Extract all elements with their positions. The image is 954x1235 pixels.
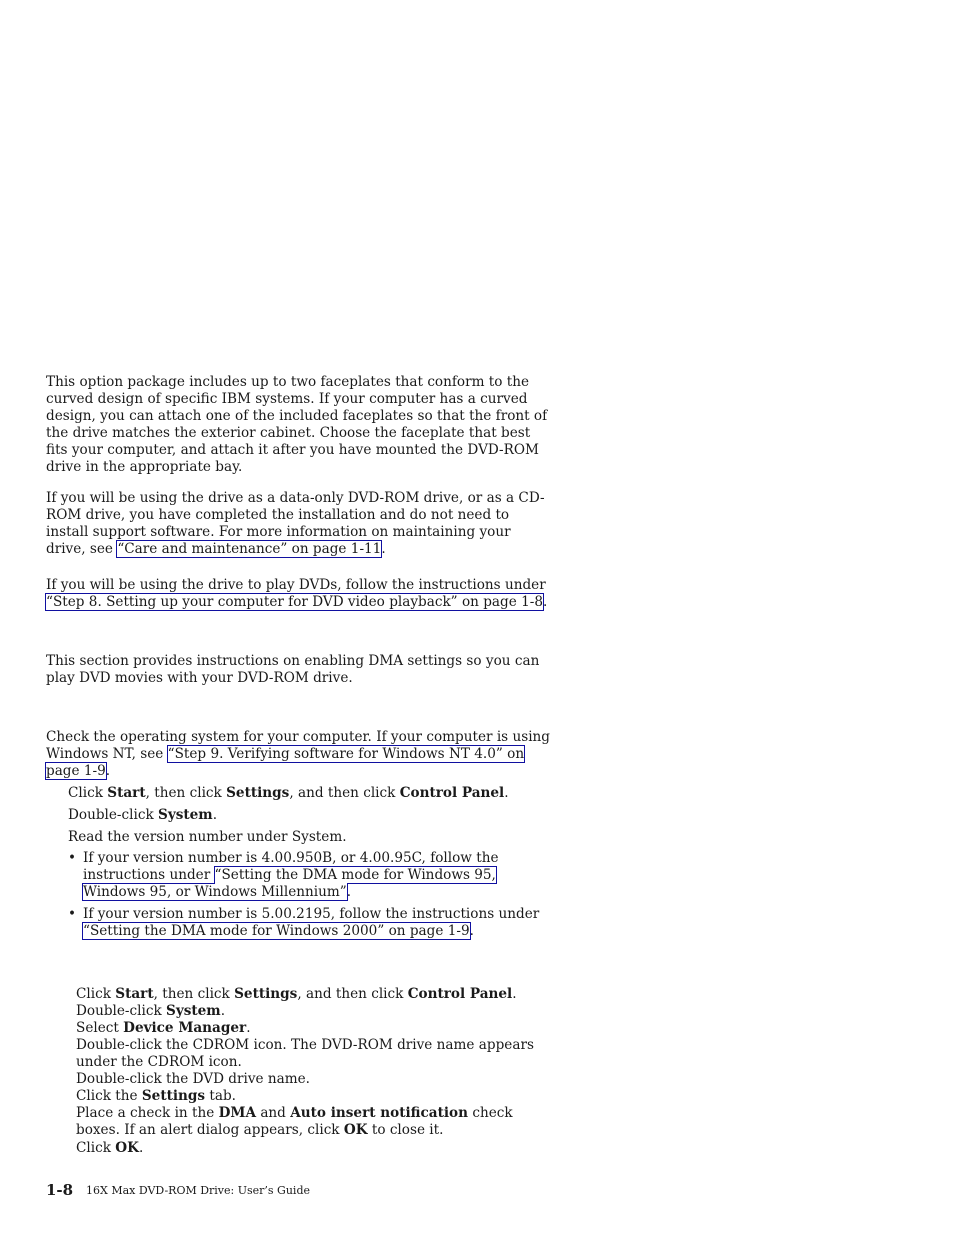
footer-title: 16X Max DVD-ROM Drive: User’s Guide bbox=[86, 1184, 311, 1197]
step9-link[interactable]: “Step 9. Verifying software for Windows NT 4.0” on page 1-9 bbox=[46, 746, 525, 779]
paragraph-text: If you will be using the drive to play DVDs, follow the instructions under bbox=[46, 577, 546, 593]
step8-link[interactable]: “Step 8. Setting up your computer for DVD video playback” on page 1-8 bbox=[46, 594, 543, 610]
step-read-version: Read the version number under System. bbox=[68, 829, 347, 845]
paragraph-text: Check the operating system for your computer. If your computer is using Windows NT, see bbox=[46, 729, 551, 762]
step2-double-click-dvd: Double-click the DVD drive name. bbox=[76, 1071, 310, 1087]
bullet-icon: • bbox=[68, 850, 77, 866]
data-only-paragraph bbox=[46, 490, 554, 558]
step2-double-click-system: Double-click System. bbox=[76, 1003, 226, 1019]
step2-double-click-cdrom: Double-click the CDROM icon. The DVD-ROM drive name appears under the CDROM icon. bbox=[76, 1037, 534, 1070]
step2-settings-tab: Click the Settings tab. bbox=[76, 1088, 237, 1104]
step2-check-dma: Place a check in the DMA and Auto insert notification check boxes. If an alert dialog appears, click OK to close it. bbox=[76, 1105, 513, 1138]
paragraph-end: . bbox=[381, 541, 386, 557]
page-number: 1-8 bbox=[46, 1181, 74, 1199]
paragraph-text: If you will be using the drive as a data-only DVD-ROM drive, or as a CD-ROM drive, you have completed the installation and do not need to install support software. For more information on maintaining your drive, see bbox=[46, 490, 545, 557]
step2-click-start: Click Start, then click Settings, and then click Control Panel. bbox=[76, 986, 517, 1002]
dma-intro-paragraph: This section provides instructions on enabling DMA settings so you can play DVD movies with your DVD-ROM drive. bbox=[46, 653, 540, 686]
dma-win95-link[interactable]: “Setting the DMA mode for Windows 95, Windows 95, or Windows Millennium” bbox=[83, 867, 496, 900]
dma-win2000-link[interactable]: “Setting the DMA mode for Windows 2000” on page 1-9 bbox=[83, 923, 470, 939]
care-maintenance-link[interactable]: “Care and maintenance” on page 1-11 bbox=[117, 541, 382, 557]
bullet-icon: • bbox=[68, 906, 77, 922]
step-double-click-system: Double-click System. bbox=[68, 807, 218, 823]
faceplate-paragraph: This option package includes up to two faceplates that conform to the curved design of specific IBM systems. If your computer has a curved design, you can attach one of the included faceplates so that the front of the drive matches the exterior cabinet. Choose the faceplate that best fits your computer, and attach it after you have mounted the DVD-ROM drive in the appropriate bay. bbox=[46, 374, 548, 475]
step2-click-ok: Click OK. bbox=[76, 1140, 144, 1156]
paragraph-end: . bbox=[105, 763, 111, 779]
bullet-item-win95: • If your version number is 4.00.950B, or 4.00.95C, follow the instructions under “Setting the DMA mode for Windows 95, Windows 95, or Windows Millennium”. bbox=[68, 850, 499, 900]
step2-select-device-manager: Select Device Manager. bbox=[76, 1020, 251, 1036]
step-click-start: Click Start, then click Settings, and then click Control Panel. bbox=[68, 785, 509, 801]
paragraph-end: . bbox=[542, 594, 548, 610]
dvd-playback-paragraph bbox=[46, 577, 554, 611]
check-os-paragraph bbox=[46, 729, 554, 780]
bullet-item-win2000: • If your version number is 5.00.2195, follow the instructions under “Setting the DMA mode for Windows 2000” on page 1-9. bbox=[68, 906, 540, 939]
